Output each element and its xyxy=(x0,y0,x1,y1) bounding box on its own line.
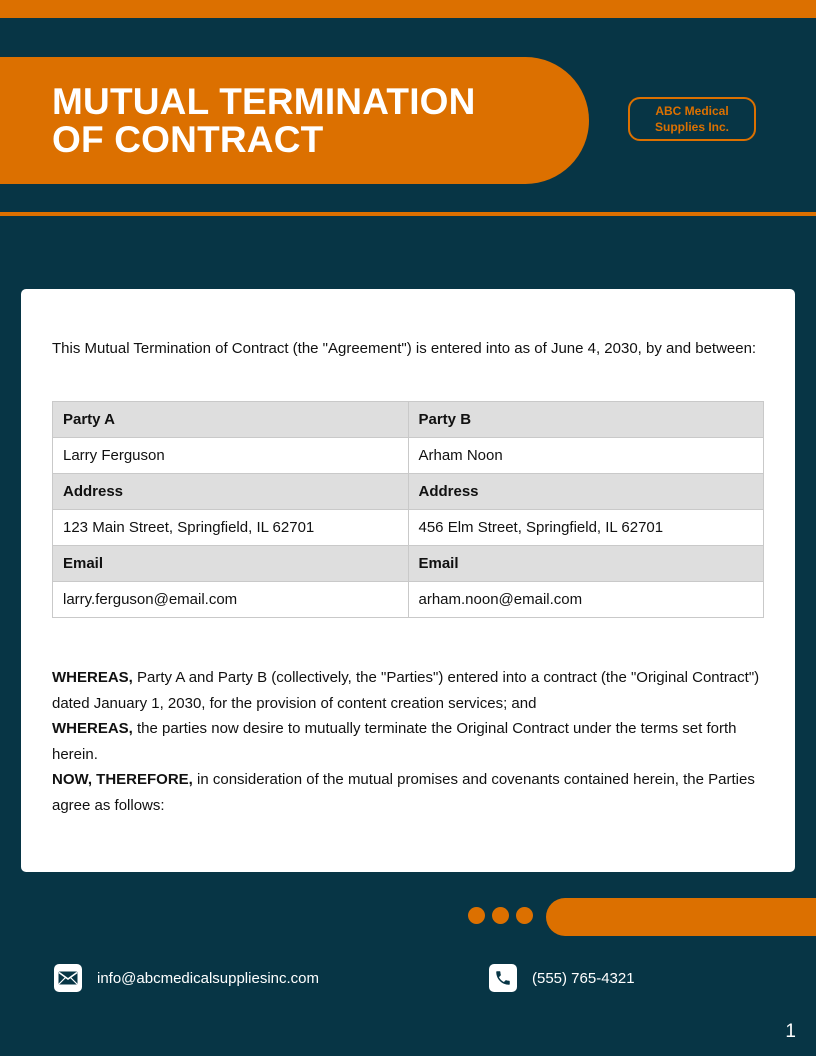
page-number: 1 xyxy=(785,1021,796,1042)
company-name-line-1: ABC Medical xyxy=(655,104,729,118)
parties-table xyxy=(52,401,764,618)
table-cell: Arham Noon xyxy=(408,438,764,474)
table-header-cell: Party A xyxy=(53,402,409,438)
phone-icon xyxy=(489,964,517,992)
table-row xyxy=(53,546,764,582)
decorative-dot xyxy=(516,907,533,924)
table-cell: larry.ferguson@email.com xyxy=(53,582,409,618)
table-row xyxy=(53,438,764,474)
table-row xyxy=(53,474,764,510)
footer-accent-pill xyxy=(546,898,816,936)
decorative-dot xyxy=(492,907,509,924)
decorative-dot xyxy=(468,907,485,924)
recital-lead: WHEREAS, xyxy=(52,720,133,737)
page-title xyxy=(52,83,572,159)
recital-lead: WHEREAS, xyxy=(52,669,133,686)
table-header-cell: Address xyxy=(408,474,764,510)
table-header-cell: Address xyxy=(53,474,409,510)
recital-lead: NOW, THEREFORE, xyxy=(52,771,193,788)
footer-phone-number[interactable]: (555) 765-4321 xyxy=(532,969,635,987)
table-row xyxy=(53,582,764,618)
table-row xyxy=(53,402,764,438)
agreement-card xyxy=(21,289,795,872)
intro-paragraph: This Mutual Termination of Contract (the "Agreement") is entered into as of June 4, 2030, by and between: xyxy=(52,340,757,357)
recital-text: the parties now desire to mutually terminate the Original Contract under the terms set forth herein. xyxy=(52,720,737,763)
mail-icon xyxy=(54,964,82,992)
footer-phone xyxy=(489,964,635,992)
recital-text: in consideration of the mutual promises and covenants contained herein, the Parties agree as follows: xyxy=(52,771,755,814)
table-cell: arham.noon@email.com xyxy=(408,582,764,618)
header-divider xyxy=(0,212,816,216)
table-cell: 123 Main Street, Springfield, IL 62701 xyxy=(53,510,409,546)
recitals-paragraph xyxy=(52,665,764,818)
top-accent-bar xyxy=(0,0,816,18)
page-title-line-2: OF CONTRACT xyxy=(52,119,324,160)
footer-email xyxy=(54,964,319,992)
table-row xyxy=(53,510,764,546)
table-cell: Larry Ferguson xyxy=(53,438,409,474)
table-header-cell: Email xyxy=(408,546,764,582)
company-name-line-2: Supplies Inc. xyxy=(654,120,729,134)
page-title-line-1: MUTUAL TERMINATION xyxy=(52,81,476,122)
company-logo-badge xyxy=(628,97,756,141)
table-header-cell: Party B xyxy=(408,402,764,438)
footer-email-link[interactable]: info@abcmedicalsuppliesinc.com xyxy=(97,969,319,987)
table-header-cell: Email xyxy=(53,546,409,582)
recital-text: Party A and Party B (collectively, the "Parties") entered into a contract (the "Original Contract") dated January 1, 2030, for the provision of content creation services; and xyxy=(52,669,760,712)
table-cell: 456 Elm Street, Springfield, IL 62701 xyxy=(408,510,764,546)
